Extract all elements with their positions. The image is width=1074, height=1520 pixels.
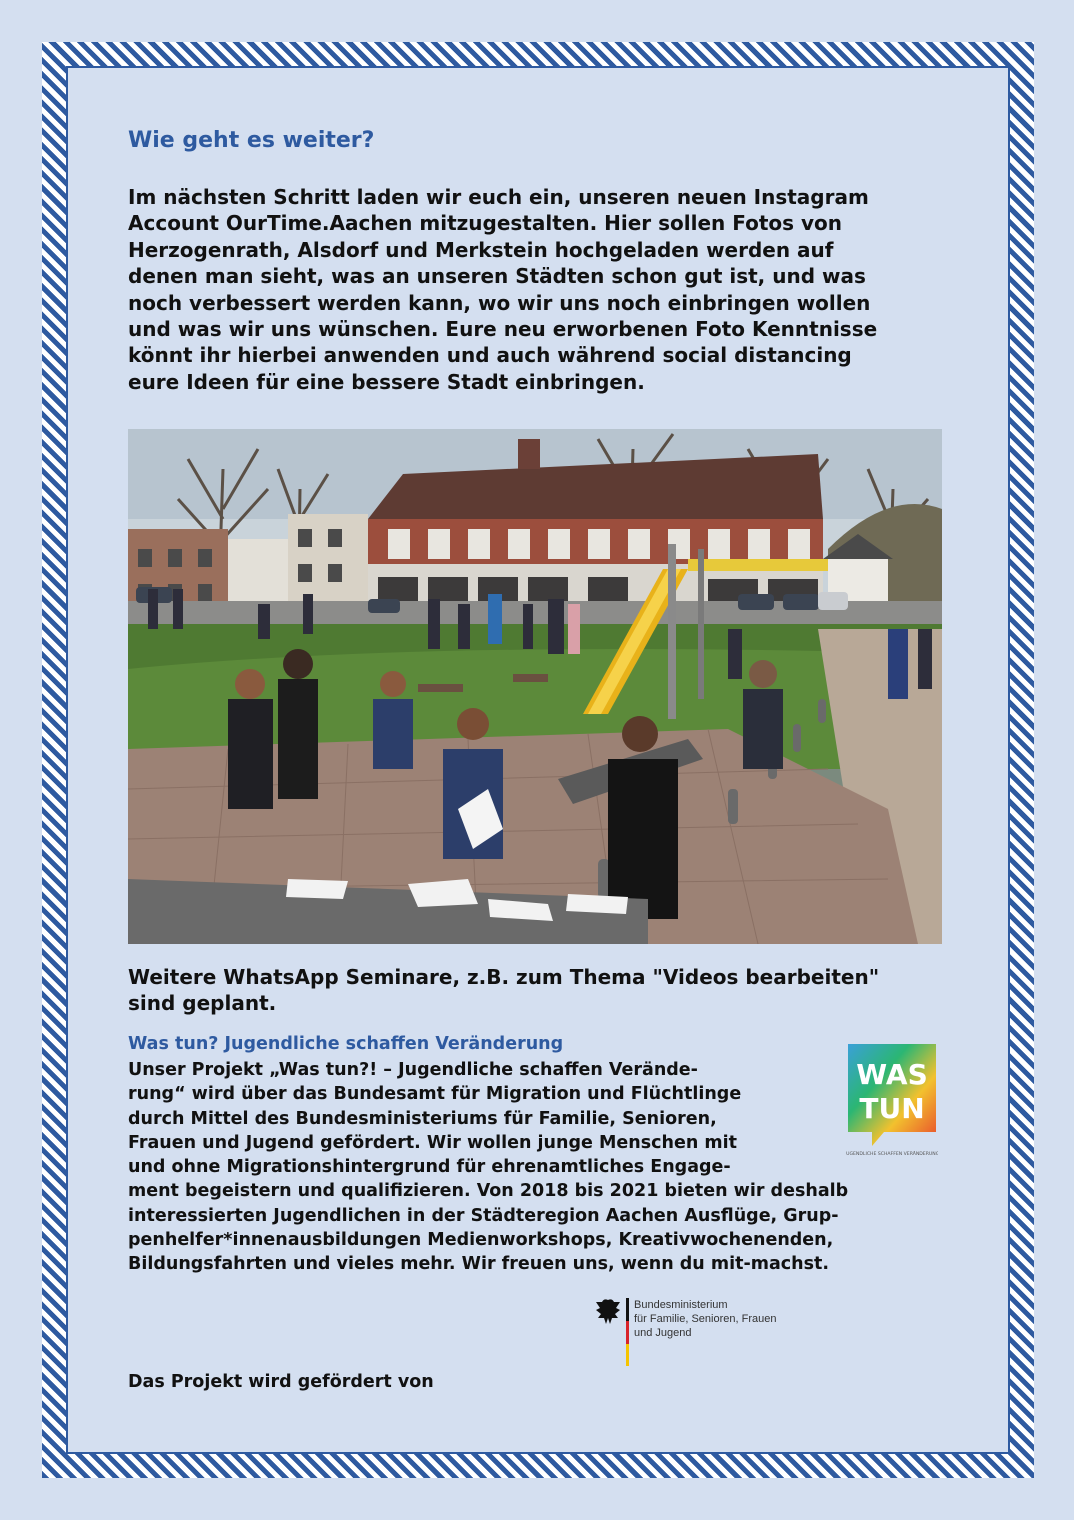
- intro-line: eure Ideen für eine bessere Stadt einbringen.: [128, 369, 645, 394]
- project-line: Unser Projekt „Was tun?! – Jugendliche schaffen Verände-: [128, 1060, 698, 1080]
- page-heading: Wie geht es weiter?: [128, 128, 375, 153]
- intro-line: Im nächsten Schritt laden wir euch ein, unseren neuen Instagram: [128, 185, 869, 209]
- wastun-logo-line2: TUN: [859, 1092, 925, 1125]
- intro-line: und was wir uns wünschen. Eure neu erworbenen Foto Kenntnisse: [128, 317, 878, 342]
- project-line: ment begeistern und qualifizieren. Von 2018 bis 2021 bieten wir deshalb: [128, 1181, 849, 1202]
- funded-by-text: Das Projekt wird gefördert von: [128, 1372, 434, 1392]
- seminar-line: Weitere WhatsApp Seminare, z.B. zum Thema "Videos bearbeiten": [128, 965, 880, 989]
- intro-line: denen man sieht, was an unseren Städten schon gut ist, und was: [128, 264, 866, 289]
- project-line: Bildungsfahrten und vieles mehr. Wir freuen uns, wenn du mit-machst.: [128, 1254, 830, 1275]
- ministry-name: [634, 1298, 804, 1340]
- project-line: und ohne Migrationshintergrund für ehrenamtliches Engage-: [128, 1157, 731, 1178]
- ministry-logo: [594, 1296, 794, 1368]
- playground-photo: [128, 429, 942, 944]
- intro-paragraph: [128, 184, 948, 395]
- project-line: Frauen und Jugend gefördert. Wir wollen junge Menschen mit: [128, 1132, 737, 1153]
- intro-line: Herzogenrath, Alsdorf und Merkstein hochgeladen werden auf: [128, 237, 834, 262]
- project-line: durch Mittel des Bundesministeriums für Familie, Senioren,: [128, 1108, 717, 1129]
- project-paragraph: [128, 1058, 948, 1277]
- project-line: rung“ wird über das Bundesamt für Migration und Flüchtlinge: [128, 1084, 742, 1105]
- ministry-line: und Jugend: [634, 1327, 692, 1339]
- project-line: interessierten Jugendlichen in der Städteregion Aachen Ausflüge, Grup-: [128, 1205, 839, 1226]
- project-heading: Was tun? Jugendliche schaffen Veränderung: [128, 1034, 564, 1054]
- intro-line: könnt ihr hierbei anwenden und auch während social distancing: [128, 343, 852, 368]
- project-line: penhelfer*innenausbildungen Medienworkshops, Kreativwochenenden,: [128, 1230, 834, 1251]
- intro-line: Account OurTime.Aachen mitzugestalten. Hier sollen Fotos von: [128, 211, 843, 236]
- wastun-logo-tagline: JUGENDLICHE SCHAFFEN VERÄNDERUNG: [846, 1152, 938, 1157]
- seminar-line: sind geplant.: [128, 991, 277, 1015]
- ministry-line: Bundesministerium: [634, 1299, 728, 1311]
- wastun-logo: [846, 1042, 938, 1160]
- intro-line: noch verbessert werden kann, wo wir uns noch einbringen wollen: [128, 290, 871, 315]
- ministry-line: für Familie, Senioren, Frauen: [634, 1313, 777, 1325]
- seminar-paragraph: [128, 964, 958, 1016]
- federal-eagle-icon: [594, 1296, 634, 1368]
- wastun-logo-line1: WAS: [856, 1058, 928, 1091]
